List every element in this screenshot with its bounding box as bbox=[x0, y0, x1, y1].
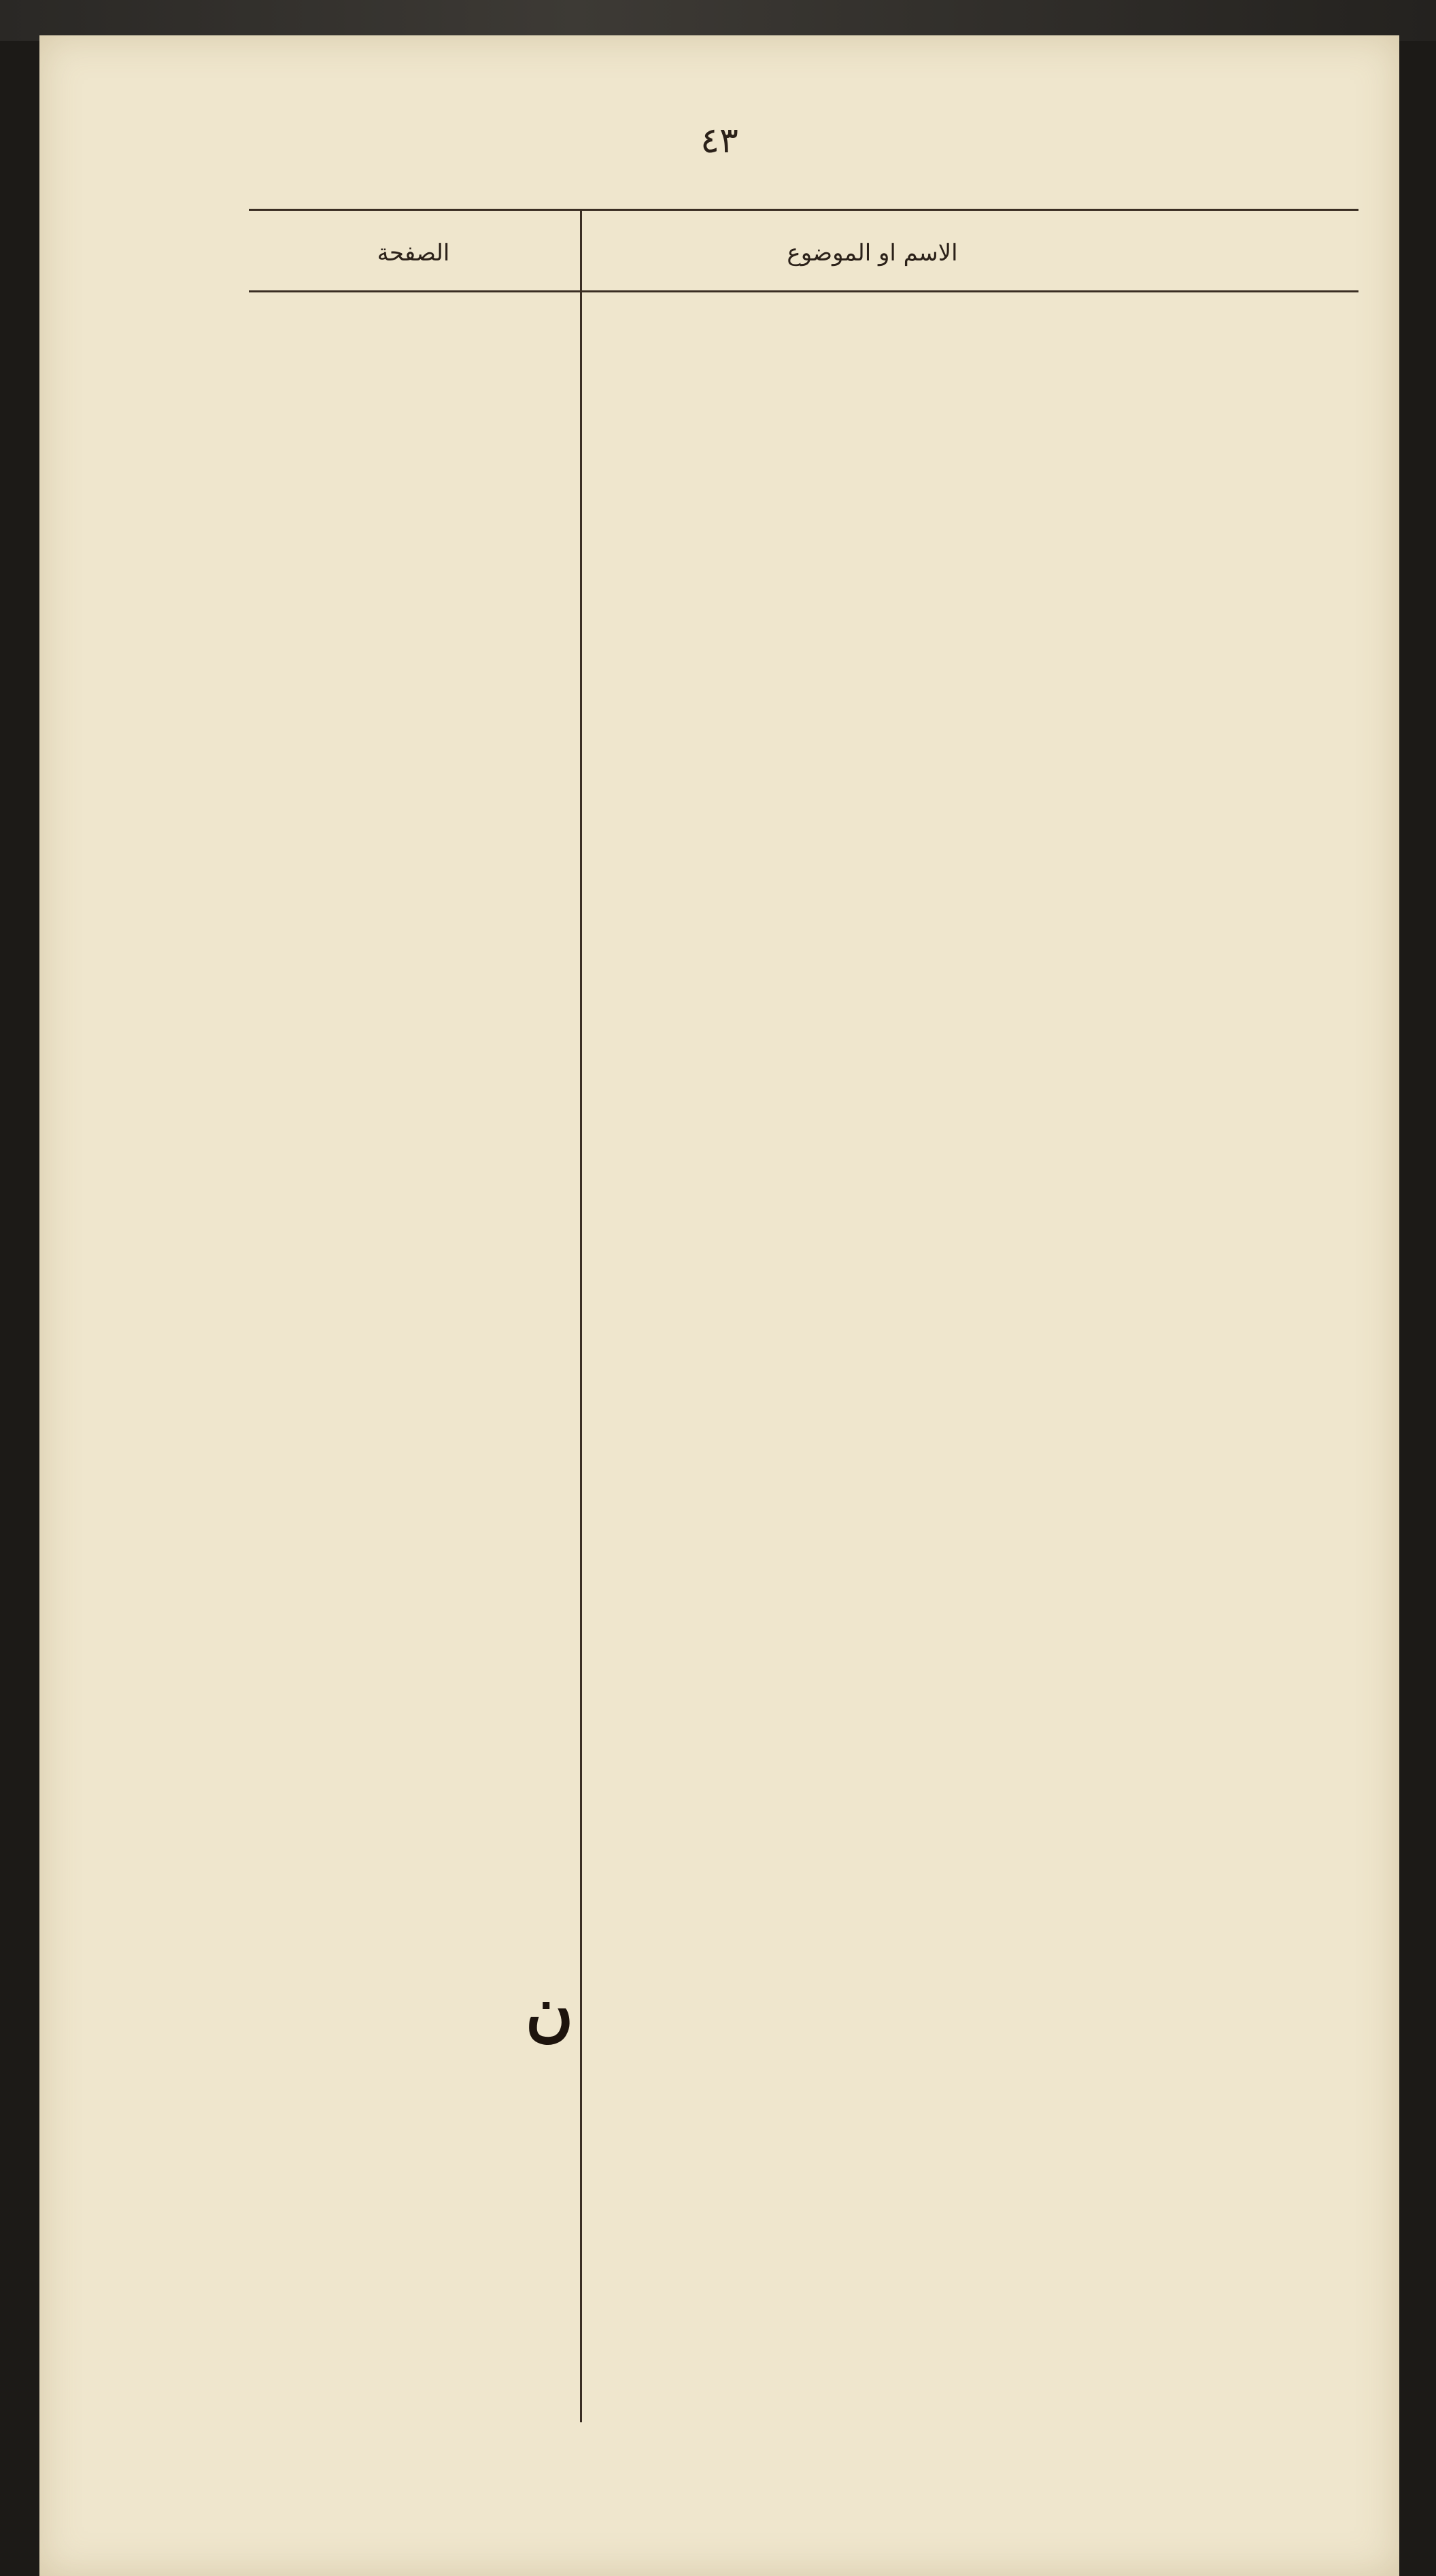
page-number: ٤٣ bbox=[700, 120, 738, 161]
column-divider bbox=[580, 209, 582, 2422]
column-header-topic: الاسم او الموضوع bbox=[787, 239, 958, 267]
header-rule-top bbox=[249, 209, 1358, 211]
document-page bbox=[39, 35, 1399, 2576]
header-rule-bottom bbox=[249, 290, 1358, 292]
column-header-page: الصفحة bbox=[377, 239, 450, 267]
alphabet-letter-heading: ن bbox=[525, 1972, 574, 2049]
book-edge bbox=[0, 0, 1436, 41]
